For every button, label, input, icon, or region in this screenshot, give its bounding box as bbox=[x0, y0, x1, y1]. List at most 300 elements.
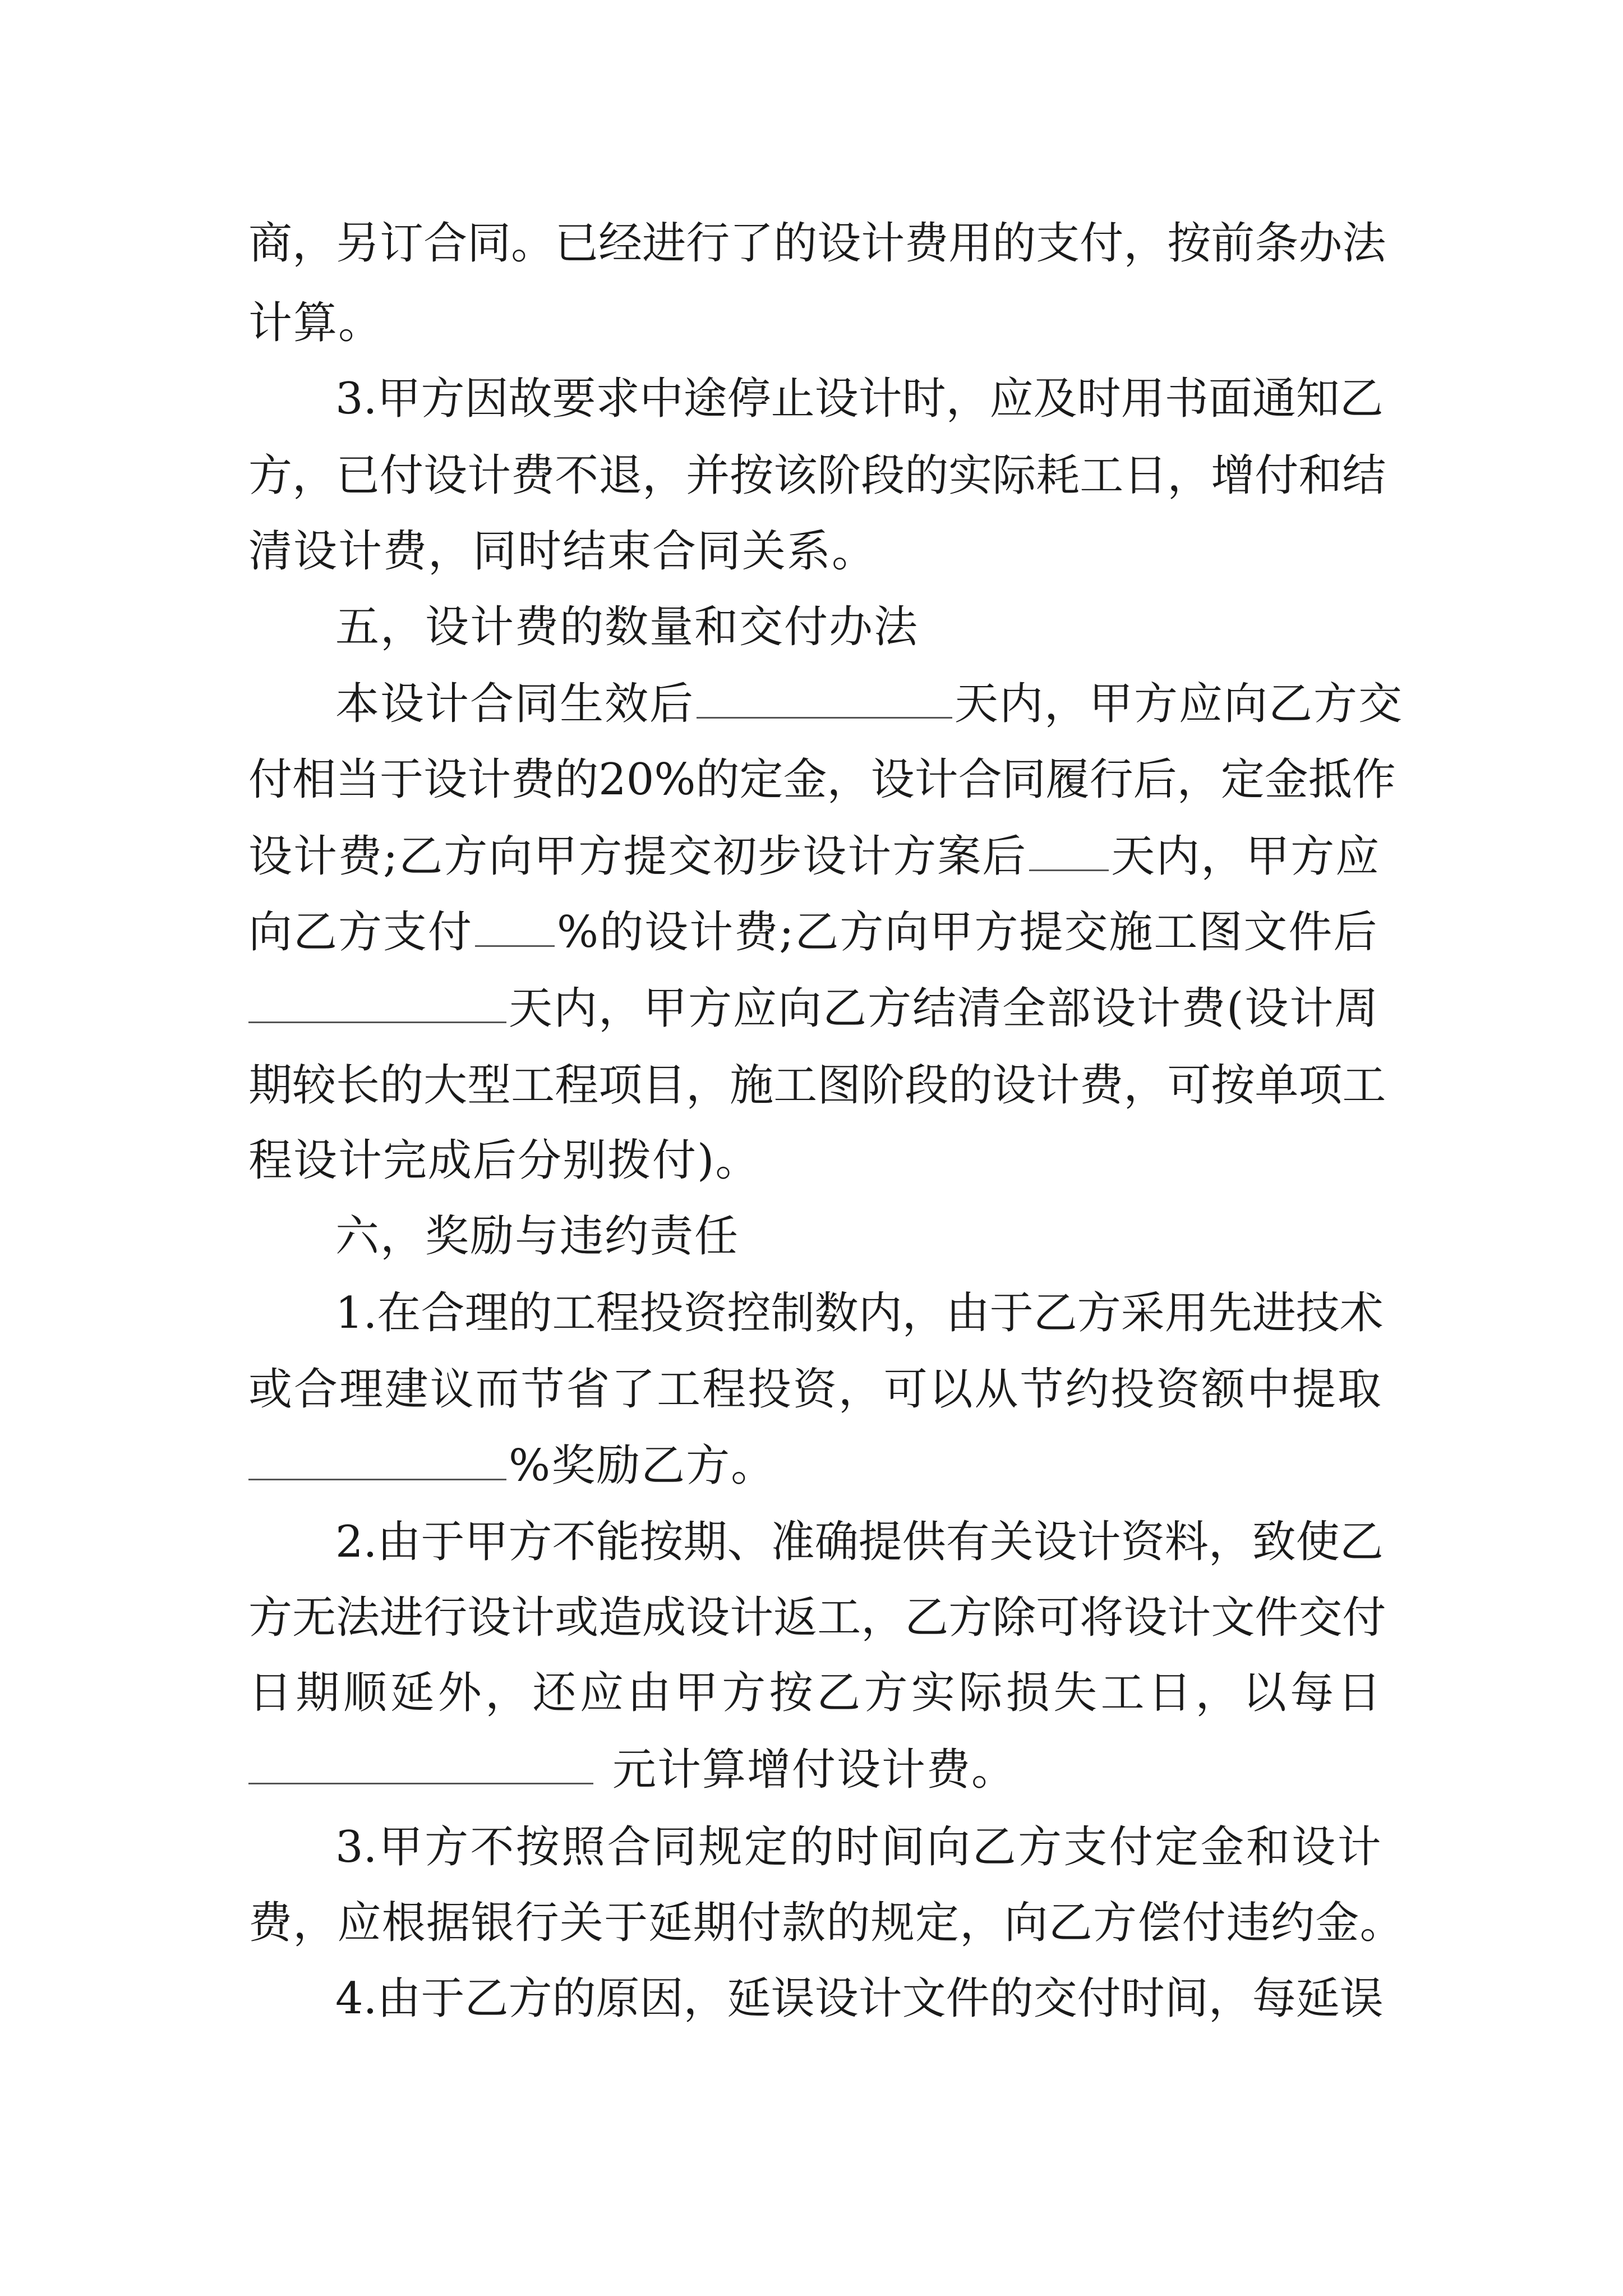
line-text: 天内，甲方应向乙方交 bbox=[955, 679, 1404, 729]
clause-line bbox=[248, 905, 1378, 959]
text-char: 目 bbox=[642, 1060, 686, 1111]
text-char: ， bbox=[1167, 450, 1211, 501]
clause-line bbox=[248, 1896, 1404, 1950]
text-char: 可 bbox=[1167, 1060, 1211, 1111]
fill-blank[interactable] bbox=[697, 678, 952, 719]
text-char: 提 bbox=[858, 1517, 902, 1567]
text-char: 应 bbox=[989, 374, 1034, 424]
text-char: 损 bbox=[1006, 1668, 1050, 1718]
text-char: 关 bbox=[559, 1898, 603, 1948]
text-char: 用 bbox=[948, 218, 993, 269]
text-char: 行 bbox=[1089, 754, 1133, 805]
text-char: 并 bbox=[686, 450, 730, 501]
line-text: 天内，甲方应 bbox=[1111, 831, 1381, 882]
text-char: 内 bbox=[858, 1288, 902, 1338]
text-char: 应 bbox=[337, 1898, 381, 1948]
text-char: 方 bbox=[1093, 1898, 1137, 1948]
text-char: 省 bbox=[566, 1364, 610, 1415]
text-char: ， bbox=[861, 1593, 905, 1643]
text-char: 行 bbox=[423, 1593, 468, 1643]
text-char: 行 bbox=[515, 1898, 559, 1948]
text-char: 的 bbox=[826, 1898, 870, 1948]
text-char: 额 bbox=[1201, 1364, 1246, 1415]
text-char: ， bbox=[292, 450, 336, 501]
text-char: 较 bbox=[292, 1060, 336, 1111]
text-char: 书 bbox=[1164, 374, 1209, 424]
text-char: 准 bbox=[771, 1517, 815, 1567]
text-char: 工 bbox=[552, 1288, 596, 1338]
text-char: 定 bbox=[744, 1822, 788, 1872]
text-char: 的 bbox=[508, 1288, 552, 1338]
text-char: 向 bbox=[926, 1822, 971, 1872]
text-char: 1. bbox=[335, 1288, 377, 1338]
text-char: 乙 bbox=[905, 1593, 949, 1643]
clause-line bbox=[248, 1743, 1016, 1797]
text-char: ， bbox=[1208, 1517, 1252, 1567]
text-char: 无 bbox=[292, 1593, 336, 1643]
text-char: 延 bbox=[390, 1668, 435, 1718]
text-char: 该 bbox=[773, 450, 818, 501]
text-char: 可 bbox=[1036, 1593, 1080, 1643]
text-char: 延 bbox=[648, 1898, 693, 1948]
text-char: 计 bbox=[858, 1973, 902, 2024]
text-char: 乙 bbox=[1048, 1898, 1092, 1948]
clause-line bbox=[248, 1666, 1381, 1720]
text-char: 程 bbox=[596, 1288, 640, 1338]
text-char: 段 bbox=[861, 450, 905, 501]
text-char: 费 bbox=[1080, 1060, 1124, 1111]
text-char: 法 bbox=[1342, 218, 1386, 269]
text-char: 原 bbox=[596, 1973, 640, 2024]
text-char: 和 bbox=[1298, 450, 1343, 501]
text-char: 中 bbox=[639, 374, 684, 424]
text-char: 阶 bbox=[861, 1060, 905, 1111]
text-char: 的 bbox=[555, 754, 599, 805]
text-char: 工 bbox=[657, 1364, 701, 1415]
text-char: 中 bbox=[1246, 1364, 1290, 1415]
text-char: 方 bbox=[948, 1593, 993, 1643]
text-char: 间 bbox=[1164, 1973, 1209, 2024]
text-char: 乙 bbox=[1339, 374, 1384, 424]
line-text: 本设计合同生效后 bbox=[335, 679, 695, 729]
text-char: 延 bbox=[727, 1973, 771, 2024]
text-char: 进 bbox=[642, 218, 686, 269]
text-char: 延 bbox=[1295, 1973, 1340, 2024]
text-char: 计 bbox=[1167, 1593, 1211, 1643]
text-char: 故 bbox=[508, 374, 552, 424]
text-char: 按 bbox=[730, 450, 774, 501]
text-char: 方 bbox=[508, 1973, 552, 2024]
text-char: 规 bbox=[870, 1898, 915, 1948]
text-char: 日 bbox=[1123, 450, 1168, 501]
text-char: 理 bbox=[339, 1364, 383, 1415]
text-char: 方 bbox=[421, 374, 465, 424]
text-char: 甲 bbox=[674, 1668, 718, 1718]
text-char: 在 bbox=[377, 1288, 421, 1338]
text-char: 由 bbox=[946, 1288, 990, 1338]
clause-line bbox=[335, 677, 1403, 731]
text-char: 不 bbox=[470, 1822, 514, 1872]
text-char: 及 bbox=[1033, 374, 1077, 424]
text-char: 际 bbox=[958, 1668, 1003, 1718]
text-char: 控 bbox=[727, 1288, 771, 1338]
text-char: 文 bbox=[902, 1973, 946, 2024]
text-char: 向 bbox=[1004, 1898, 1048, 1948]
text-char: 条 bbox=[1255, 218, 1299, 269]
text-char: ， bbox=[902, 1288, 946, 1338]
line-text: 元计算增付设计费。 bbox=[612, 1745, 1017, 1795]
text-char: 金 bbox=[783, 754, 827, 805]
text-char: 建 bbox=[384, 1364, 428, 1415]
text-char: 或 bbox=[248, 1364, 293, 1415]
text-char: 同 bbox=[467, 218, 511, 269]
text-char: 知 bbox=[1295, 374, 1340, 424]
text-char: 计 bbox=[467, 754, 511, 805]
text-char: 期 bbox=[296, 1668, 340, 1718]
text-char: 以 bbox=[1242, 1668, 1287, 1718]
text-char: 按 bbox=[515, 1822, 560, 1872]
text-char: 有 bbox=[946, 1517, 990, 1567]
text-char: 取 bbox=[1337, 1364, 1381, 1415]
text-char: 按 bbox=[1167, 218, 1211, 269]
fill-blank[interactable] bbox=[248, 982, 506, 1023]
text-char: 经 bbox=[598, 218, 643, 269]
text-char: 交 bbox=[1033, 1973, 1077, 2024]
text-char: 止 bbox=[771, 374, 815, 424]
text-char: 。 bbox=[1359, 1898, 1404, 1948]
text-char: 长 bbox=[336, 1060, 380, 1111]
clause-line bbox=[335, 1286, 1384, 1340]
text-char: 的 bbox=[989, 1973, 1034, 2024]
text-char: ， bbox=[293, 1898, 337, 1948]
text-char: 乙 bbox=[1339, 1517, 1384, 1567]
fill-blank[interactable] bbox=[475, 906, 555, 947]
text-char: 实 bbox=[948, 450, 993, 501]
text-char: 设 bbox=[870, 754, 915, 805]
text-char: 设 bbox=[814, 1973, 859, 2024]
text-char: 金 bbox=[1264, 754, 1308, 805]
clause-line bbox=[248, 982, 1379, 1036]
line-text: %的设计费;乙方向甲方提交施工图文件后 bbox=[557, 907, 1378, 958]
text-char: 型 bbox=[467, 1060, 511, 1111]
text-char: 2. bbox=[335, 1517, 377, 1567]
text-char: 甲 bbox=[464, 1517, 509, 1567]
text-char: 甲 bbox=[377, 374, 421, 424]
text-char: 日 bbox=[1148, 1668, 1192, 1718]
text-char: 还 bbox=[532, 1668, 577, 1718]
line-text: 天内，甲方应向乙方结清全部设计费(设计周 bbox=[509, 983, 1380, 1034]
text-char: 支 bbox=[1036, 218, 1080, 269]
text-char: 设 bbox=[814, 374, 859, 424]
text-char: 工 bbox=[773, 1060, 818, 1111]
text-char: 定 bbox=[739, 754, 783, 805]
text-char: 设 bbox=[1123, 1593, 1168, 1643]
text-char: 面 bbox=[1208, 374, 1252, 424]
text-char: 付 bbox=[1342, 1593, 1386, 1643]
text-char: 阶 bbox=[817, 450, 861, 501]
text-char: 设 bbox=[686, 1593, 730, 1643]
text-char: 供 bbox=[902, 1517, 946, 1567]
text-char: 3. bbox=[335, 1822, 377, 1872]
text-char: 前 bbox=[1211, 218, 1255, 269]
text-char: ， bbox=[1208, 1973, 1252, 2024]
text-char: 方 bbox=[425, 1822, 469, 1872]
text-char: 按 bbox=[769, 1668, 813, 1718]
text-char: 约 bbox=[1271, 1898, 1315, 1948]
text-char: 抵 bbox=[1308, 754, 1352, 805]
text-char: 相 bbox=[292, 754, 336, 805]
text-char: 失 bbox=[1053, 1668, 1098, 1718]
text-char: 而 bbox=[475, 1364, 519, 1415]
text-char: 通 bbox=[1252, 374, 1296, 424]
text-char: 文 bbox=[1211, 1593, 1255, 1643]
text-char: 期 bbox=[683, 1517, 727, 1567]
text-char: 计 bbox=[467, 450, 511, 501]
text-char: 方 bbox=[508, 1517, 552, 1567]
line-text: %奖励乙方。 bbox=[509, 1441, 776, 1491]
text-char: 技 bbox=[1295, 1288, 1340, 1338]
text-char: 的 bbox=[552, 1973, 596, 2024]
text-char: 由 bbox=[377, 1973, 421, 2024]
text-char: 的 bbox=[992, 218, 1036, 269]
text-char: 违 bbox=[1226, 1898, 1270, 1948]
text-char: 商 bbox=[248, 218, 293, 269]
text-char: 际 bbox=[992, 450, 1036, 501]
text-char: 应 bbox=[579, 1668, 624, 1718]
text-char: 20% bbox=[598, 754, 696, 805]
text-char: 期 bbox=[693, 1898, 737, 1948]
text-char: 时 bbox=[902, 374, 946, 424]
text-char: 的 bbox=[773, 218, 818, 269]
text-char: 的 bbox=[948, 1060, 993, 1111]
text-char: 定 bbox=[915, 1898, 959, 1948]
text-char: 时 bbox=[1121, 1973, 1165, 2024]
text-char: 据 bbox=[426, 1898, 471, 1948]
text-char: 作 bbox=[1352, 754, 1396, 805]
text-char: 金 bbox=[1315, 1898, 1359, 1948]
text-char: 实 bbox=[911, 1668, 955, 1718]
text-char: 计 bbox=[730, 1593, 774, 1643]
text-char: 结 bbox=[1342, 450, 1386, 501]
text-char: 每 bbox=[1252, 1973, 1296, 2024]
text-char: 的 bbox=[380, 1060, 424, 1111]
text-char: 合 bbox=[421, 1288, 465, 1338]
clause-line bbox=[335, 1820, 1381, 1874]
text-char: 合 bbox=[423, 218, 468, 269]
text-char: 间 bbox=[880, 1822, 925, 1872]
text-char: 方 bbox=[248, 450, 293, 501]
text-char: 每 bbox=[1290, 1668, 1334, 1718]
text-char: 节 bbox=[1020, 1364, 1064, 1415]
text-char: 成 bbox=[642, 1593, 686, 1643]
clause-line bbox=[335, 1515, 1384, 1569]
text-char: ， bbox=[1177, 754, 1221, 805]
text-char: 计 bbox=[511, 1593, 555, 1643]
text-char: 后 bbox=[1133, 754, 1177, 805]
text-char: ， bbox=[686, 1060, 730, 1111]
text-char: 方 bbox=[722, 1668, 766, 1718]
text-char: 停 bbox=[727, 374, 771, 424]
text-char: 计 bbox=[858, 374, 902, 424]
paragraph-line bbox=[248, 217, 1386, 270]
text-char: 乙 bbox=[1033, 1288, 1077, 1338]
text-char: ， bbox=[1123, 218, 1168, 269]
text-char: 项 bbox=[598, 1060, 643, 1111]
line-text: 设计费;乙方向甲方提交初步设计方案后 bbox=[248, 831, 1027, 882]
text-char: 料 bbox=[1164, 1517, 1209, 1567]
text-char: 于 bbox=[604, 1898, 648, 1948]
text-char: 制 bbox=[771, 1288, 815, 1338]
text-char: 乙 bbox=[972, 1822, 1016, 1872]
text-char: ， bbox=[946, 374, 990, 424]
text-char: 3. bbox=[335, 374, 377, 424]
text-char: 投 bbox=[639, 1288, 684, 1338]
text-char: 按 bbox=[639, 1517, 684, 1567]
text-char: 顺 bbox=[343, 1668, 387, 1718]
text-char: 方 bbox=[1077, 1288, 1121, 1338]
text-char: ， bbox=[642, 450, 686, 501]
text-char: 确 bbox=[814, 1517, 859, 1567]
text-char: 议 bbox=[430, 1364, 474, 1415]
text-char: 的 bbox=[905, 450, 949, 501]
text-char: 乙 bbox=[817, 1668, 861, 1718]
text-char: 设 bbox=[1033, 1517, 1077, 1567]
text-char: 付 bbox=[1109, 1822, 1153, 1872]
text-char: 已 bbox=[555, 218, 599, 269]
text-char: 从 bbox=[974, 1364, 1018, 1415]
text-char: 了 bbox=[730, 218, 774, 269]
text-char: 误 bbox=[771, 1973, 815, 2024]
text-char: 或 bbox=[555, 1593, 599, 1643]
text-char: 耗 bbox=[1036, 450, 1080, 501]
text-char: 、 bbox=[727, 1517, 771, 1567]
text-char: 付 bbox=[1080, 218, 1124, 269]
clause-line: 清设计费，同时结束合同关系。 bbox=[248, 526, 877, 577]
paragraph-line: 计算。 bbox=[248, 298, 384, 348]
fill-blank[interactable] bbox=[1029, 830, 1109, 871]
text-char: 同 bbox=[1002, 754, 1046, 805]
text-char: 节 bbox=[520, 1364, 565, 1415]
text-char: 合 bbox=[607, 1822, 651, 1872]
text-char: 可 bbox=[883, 1364, 928, 1415]
text-char: 术 bbox=[1339, 1288, 1384, 1338]
text-char: 外 bbox=[437, 1668, 482, 1718]
text-char: 同 bbox=[653, 1822, 697, 1872]
text-char: 投 bbox=[1110, 1364, 1155, 1415]
text-char: 段 bbox=[905, 1060, 949, 1111]
text-char: 施 bbox=[730, 1060, 774, 1111]
fill-blank[interactable] bbox=[248, 1439, 506, 1480]
text-char: 计 bbox=[861, 218, 905, 269]
text-char: 。 bbox=[511, 218, 555, 269]
text-char: 约 bbox=[1065, 1364, 1109, 1415]
text-char: 时 bbox=[1077, 374, 1121, 424]
text-char: 资 bbox=[792, 1364, 837, 1415]
text-char: 款 bbox=[782, 1898, 826, 1948]
text-char: 的 bbox=[790, 1822, 834, 1872]
clause-line bbox=[335, 372, 1384, 426]
text-char: 日 bbox=[1337, 1668, 1381, 1718]
text-char: 能 bbox=[596, 1517, 640, 1567]
text-char: 图 bbox=[817, 1060, 861, 1111]
text-char: 于 bbox=[989, 1288, 1034, 1338]
text-char: 致 bbox=[1252, 1517, 1296, 1567]
text-char: ， bbox=[827, 754, 871, 805]
text-char: 方 bbox=[864, 1668, 908, 1718]
text-char: 付 bbox=[737, 1898, 781, 1948]
text-char: 计 bbox=[1036, 1060, 1080, 1111]
text-char: 理 bbox=[464, 1288, 509, 1338]
text-char: 的 bbox=[695, 754, 740, 805]
text-char: 不 bbox=[555, 450, 599, 501]
clause-line: 程设计完成后分别拨付)。 bbox=[248, 1135, 760, 1186]
text-char: 方 bbox=[248, 1593, 293, 1643]
text-char: ， bbox=[683, 1973, 727, 2024]
text-char: 付 bbox=[1255, 450, 1299, 501]
text-char: 4. bbox=[335, 1973, 377, 2024]
text-char: 设 bbox=[817, 218, 861, 269]
text-char: 偿 bbox=[1137, 1898, 1182, 1948]
text-char: 用 bbox=[1121, 374, 1165, 424]
text-char: 方 bbox=[1018, 1822, 1062, 1872]
text-char: 金 bbox=[1200, 1822, 1244, 1872]
text-char: 费 bbox=[511, 450, 555, 501]
text-char: 支 bbox=[1063, 1822, 1108, 1872]
text-char: ， bbox=[1195, 1668, 1239, 1718]
text-char: ， bbox=[1123, 1060, 1168, 1111]
text-char: 订 bbox=[380, 218, 424, 269]
text-char: 退 bbox=[598, 450, 643, 501]
text-char: 期 bbox=[248, 1060, 293, 1111]
text-char: 时 bbox=[835, 1822, 879, 1872]
text-char: 费 bbox=[905, 218, 949, 269]
text-char: 大 bbox=[423, 1060, 468, 1111]
clause-line bbox=[248, 449, 1386, 503]
text-char: 设 bbox=[1292, 1822, 1336, 1872]
text-char: 工 bbox=[817, 1593, 861, 1643]
line-text: 向乙方支付 bbox=[248, 907, 473, 958]
text-char: 履 bbox=[1045, 754, 1090, 805]
text-char: 数 bbox=[814, 1288, 859, 1338]
text-char: 使 bbox=[1295, 1517, 1340, 1567]
text-char: 单 bbox=[1255, 1060, 1299, 1111]
text-char: 增 bbox=[1211, 450, 1255, 501]
text-char: 工 bbox=[1100, 1668, 1145, 1718]
text-char: 设 bbox=[467, 1593, 511, 1643]
text-char: 不 bbox=[552, 1517, 596, 1567]
text-char: 合 bbox=[958, 754, 1002, 805]
text-char: 于 bbox=[380, 754, 424, 805]
text-char: 费 bbox=[248, 1898, 293, 1948]
text-char: 付 bbox=[380, 450, 424, 501]
section-heading: 五，设计费的数量和交付办法 bbox=[335, 602, 919, 652]
text-char: 造 bbox=[598, 1593, 643, 1643]
clause-line bbox=[248, 830, 1380, 884]
text-char: 资 bbox=[683, 1288, 727, 1338]
text-char: 资 bbox=[1156, 1364, 1200, 1415]
text-char: 以 bbox=[929, 1364, 973, 1415]
text-char: 因 bbox=[464, 374, 509, 424]
text-char: 甲 bbox=[379, 1822, 423, 1872]
text-char: ， bbox=[838, 1364, 882, 1415]
text-char: 计 bbox=[1337, 1822, 1381, 1872]
text-char: 工 bbox=[1080, 450, 1124, 501]
text-char: 付 bbox=[1182, 1898, 1226, 1948]
text-char: 费 bbox=[511, 754, 555, 805]
fill-blank[interactable] bbox=[248, 1743, 593, 1784]
text-char: 要 bbox=[552, 374, 596, 424]
text-char: 进 bbox=[380, 1593, 424, 1643]
